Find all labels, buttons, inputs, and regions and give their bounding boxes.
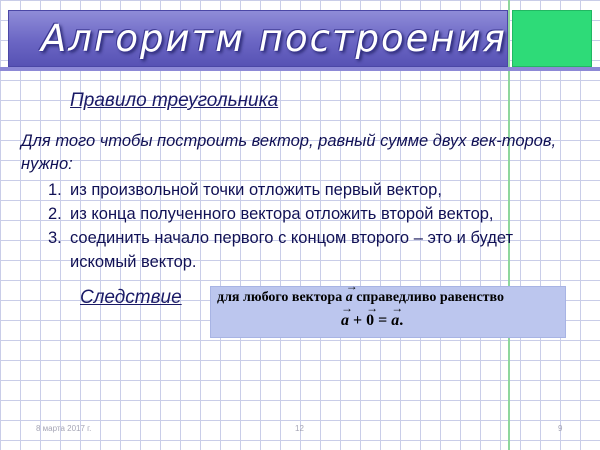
slide-title: Алгоритм построения xyxy=(41,17,507,60)
vector-a: → a xyxy=(346,290,353,306)
equals-sign: = xyxy=(378,312,388,329)
steps-list xyxy=(48,178,568,274)
step-text: из конца полученного вектора отложить второй вектор, xyxy=(70,205,494,223)
footer-date: 8 марта 2017 г. xyxy=(36,424,92,433)
step-number: 1. xyxy=(48,181,62,199)
footer-center: 12 xyxy=(295,424,304,433)
list-item xyxy=(48,178,568,202)
formula-text: для любого вектора xyxy=(217,290,343,305)
step-number: 3. xyxy=(48,229,62,247)
vector-a: → a xyxy=(391,312,399,330)
step-text: соединить начало первого с концом второго – это и будет искомый вектор. xyxy=(70,229,514,271)
vector-a: → a xyxy=(341,312,349,330)
formula-text-end: справедливо равенство xyxy=(356,290,505,305)
step-number: 2. xyxy=(48,205,62,223)
intro-text: Для того чтобы построить вектор, равный сумме двух век-торов, нужно: xyxy=(21,132,557,173)
zero-vector: → 0 xyxy=(366,312,374,330)
slide-subtitle: Правило треугольника xyxy=(70,90,279,111)
formula-line-1 xyxy=(217,290,504,306)
formula-box xyxy=(210,286,566,338)
period: . xyxy=(399,312,404,329)
title-bar xyxy=(8,10,508,67)
plus-sign: + xyxy=(353,312,363,329)
list-item xyxy=(48,226,568,274)
purple-horizontal-line xyxy=(0,67,600,71)
step-text: из произвольной точки отложить первый вектор, xyxy=(70,181,442,199)
corollary-label: Следствие xyxy=(80,287,182,308)
list-item xyxy=(48,202,568,226)
formula-line-2 xyxy=(341,312,403,330)
slide-number: 9 xyxy=(558,424,563,433)
green-accent-box xyxy=(512,10,592,67)
